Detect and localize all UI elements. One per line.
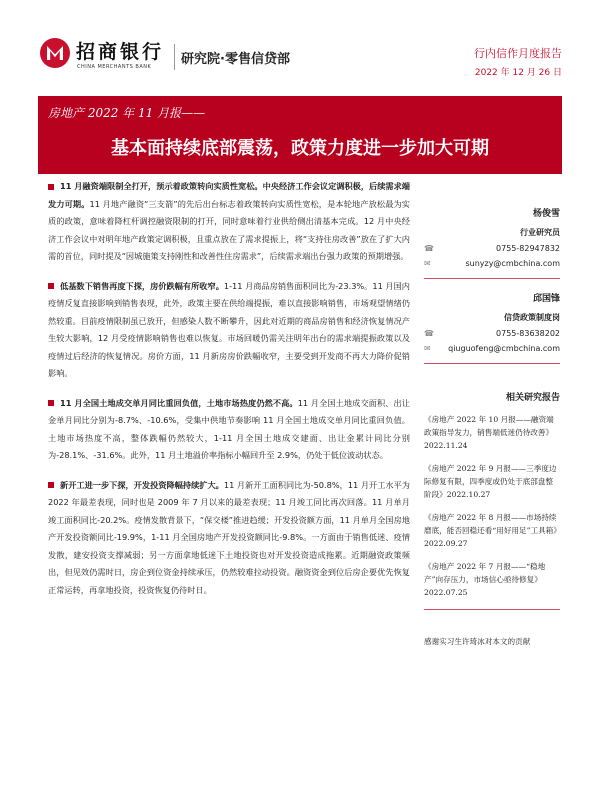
paragraph-2 — [48, 278, 410, 383]
paragraph-4-lead: 新开工进一步下探，开发投资降幅持续扩大。 — [60, 479, 224, 490]
report-header — [0, 0, 600, 96]
analyst-name: 杨俊雪 — [532, 209, 560, 219]
title-banner — [38, 96, 562, 174]
paragraph-4 — [48, 477, 410, 600]
report-title: 基本面持续底部震荡，政策力度进一步加大可期 — [111, 138, 489, 159]
divider — [424, 363, 560, 364]
analyst-card — [424, 291, 560, 353]
paragraph-1-text: 11 月地产融资“三支箭”的先后出台标志着政策转向实质性宽松，是本轮地产放松最为实质的政策，意味着降杠杆调控融资限制的打开，同时意味着行业供给侧出清基本完成。12 月中央经济工作会议中对明年地产政策定调积极，且重点放在了需求提振上，将“支持住房改善”放在了扩大内需的首位，同时提及“因城施策支持刚性和改善性住房需求”，后续需求端出台强力政策的预期增强。 — [48, 198, 410, 261]
header-divider — [174, 44, 175, 70]
bank-logo-icon — [40, 38, 70, 68]
email-icon: ✉ — [424, 344, 431, 353]
analyst-phone — [424, 244, 560, 253]
analyst-email — [424, 259, 560, 268]
sidebar — [424, 200, 560, 647]
analyst-email-address[interactable]: qiuguofeng@cmbchina.com — [448, 344, 560, 353]
analyst-email — [424, 344, 560, 353]
paragraph-2-lead: 低基数下销售再度下探，房价跌幅有所收窄。 — [60, 280, 224, 291]
related-report-item[interactable]: 《房地产 2022 年 10 月报——融资端政策指导发力，销售端低迷仍待改善》2022.11.24 — [424, 415, 554, 450]
divider — [424, 278, 560, 279]
related-reports-title: 相关研究报告 — [505, 393, 560, 403]
related-report-item[interactable]: 《房地产 2022 年 9 月报——三季度边际修复有限，四季度或仍处于底部盘整阶段》2022.10.27 — [424, 464, 557, 499]
analyst-phone-number: 0755-82947832 — [496, 244, 560, 253]
bullet-icon — [48, 283, 54, 289]
bullet-icon — [48, 400, 54, 406]
paragraph-1 — [48, 178, 410, 266]
analyst-title: 行业研究员 — [520, 227, 560, 237]
bullet-icon — [48, 482, 54, 488]
main-body — [48, 178, 410, 611]
acknowledgement: 感谢实习生许琦冰对本文的贡献 — [424, 637, 531, 646]
analyst-card — [424, 206, 560, 268]
phone-icon: ☎ — [424, 244, 434, 253]
analyst-title: 信贷政策制度岗 — [504, 312, 560, 322]
bank-name-en: CHINA MERCHANTS BANK — [77, 64, 152, 70]
department-name: 研究院·零售信贷部 — [181, 52, 290, 67]
analyst-phone-number: 0755-83638202 — [496, 329, 560, 338]
related-report-item[interactable]: 《房地产 2022 年 8 月报——市场持续磨底，能否回稳还看“用好用足”工具箱》2022.09.27 — [424, 513, 558, 548]
related-report-item[interactable]: 《房地产 2022 年 7 月报——“稳地产”向存压力，市场信心亟待修复》2022.07.25 — [424, 562, 546, 597]
email-icon: ✉ — [424, 259, 431, 268]
paragraph-1-lead: 11 月融资端限制全打开，预示着政策转向实质性宽松。中央经济工作会议定调积极，后续需求端发力可期。 — [48, 181, 410, 209]
report-type: 行内信作月度报告 — [474, 47, 562, 60]
report-subtitle: 房地产 2022 年 11 月报—— — [48, 106, 206, 120]
paragraph-4-text: 11 月新开工面积同比为-50.8%，11 月开工水平为 2022 年最差表现，同时也是 2009 年 7 月以来的最差表现；11 月竣工同比再次回落。11 月单月竣工面积同比-20.2%。疫情发散背景下，“保交楼”推进趋缓；开发投资额方面，11 月单月全国房地产开发投资额同比-19.9%，1-11 月全国房地产开发投资额同比-9.8%。一方面由于销售低迷、疫情发散，建安投资支撑减弱；另一方面拿地低迷下土地投资也对开发投资造成拖累。近期融资政策频出，但见效仍需时日，房企到位资金持续承压，仍然较难拉动投资。融资资金到位后房企要优先恢复正常运转，再拿地投资，投资恢复仍待时日。 — [48, 479, 410, 595]
analyst-name: 邱国锋 — [532, 294, 560, 304]
paragraph-3 — [48, 395, 410, 465]
bank-name-cn: 招商银行 — [76, 41, 165, 63]
paragraph-3-text: 11 月全国土地成交面积、出让金单月同比分别为-8.7%、-10.6%，受集中供地节奏影响 11 月全国土地成交单月同比重回负值。土地市场热度不高，整体跌幅仍然较大，1-11 月全国土地成交建面、出让金累计同比分别为-28.1%、-31.6%。此外，11 月土地溢价率指标小幅回升至 2.9%，仍处于低位波动状态。 — [48, 397, 410, 460]
report-date: 2022 年 12 月 26 日 — [474, 68, 562, 78]
bullet-icon — [48, 184, 54, 190]
analyst-phone — [424, 329, 560, 338]
phone-icon: ☎ — [424, 329, 434, 338]
paragraph-3-lead: 11 月全国土地成交单月同比重回负值，土地市场热度仍然不高。 — [60, 397, 298, 408]
analyst-email-address[interactable]: sunyzy@cmbchina.com — [465, 259, 560, 268]
divider — [424, 609, 560, 610]
paragraph-2-text: 1-11 月商品房销售面积同比为-23.3%。11 月国内疫情反复直接影响到销售表现，此外，政策主要在供给端提振，难以直接影响销售，市场观望情绪仍然较重。目前疫情限制虽已放开，但感染人数不断攀升，因此对近期的商品房销售和经济恢复情况产生较大影响，12 月受疫情影响销售也难以恢复。市场回暖仍需关注明年出台的需求端提振政策以及疫情过后经济的恢复情况。房价方面，11 月新房房价跌幅收窄，主要受到开发商不再大力降价促销影响。 — [48, 280, 410, 378]
